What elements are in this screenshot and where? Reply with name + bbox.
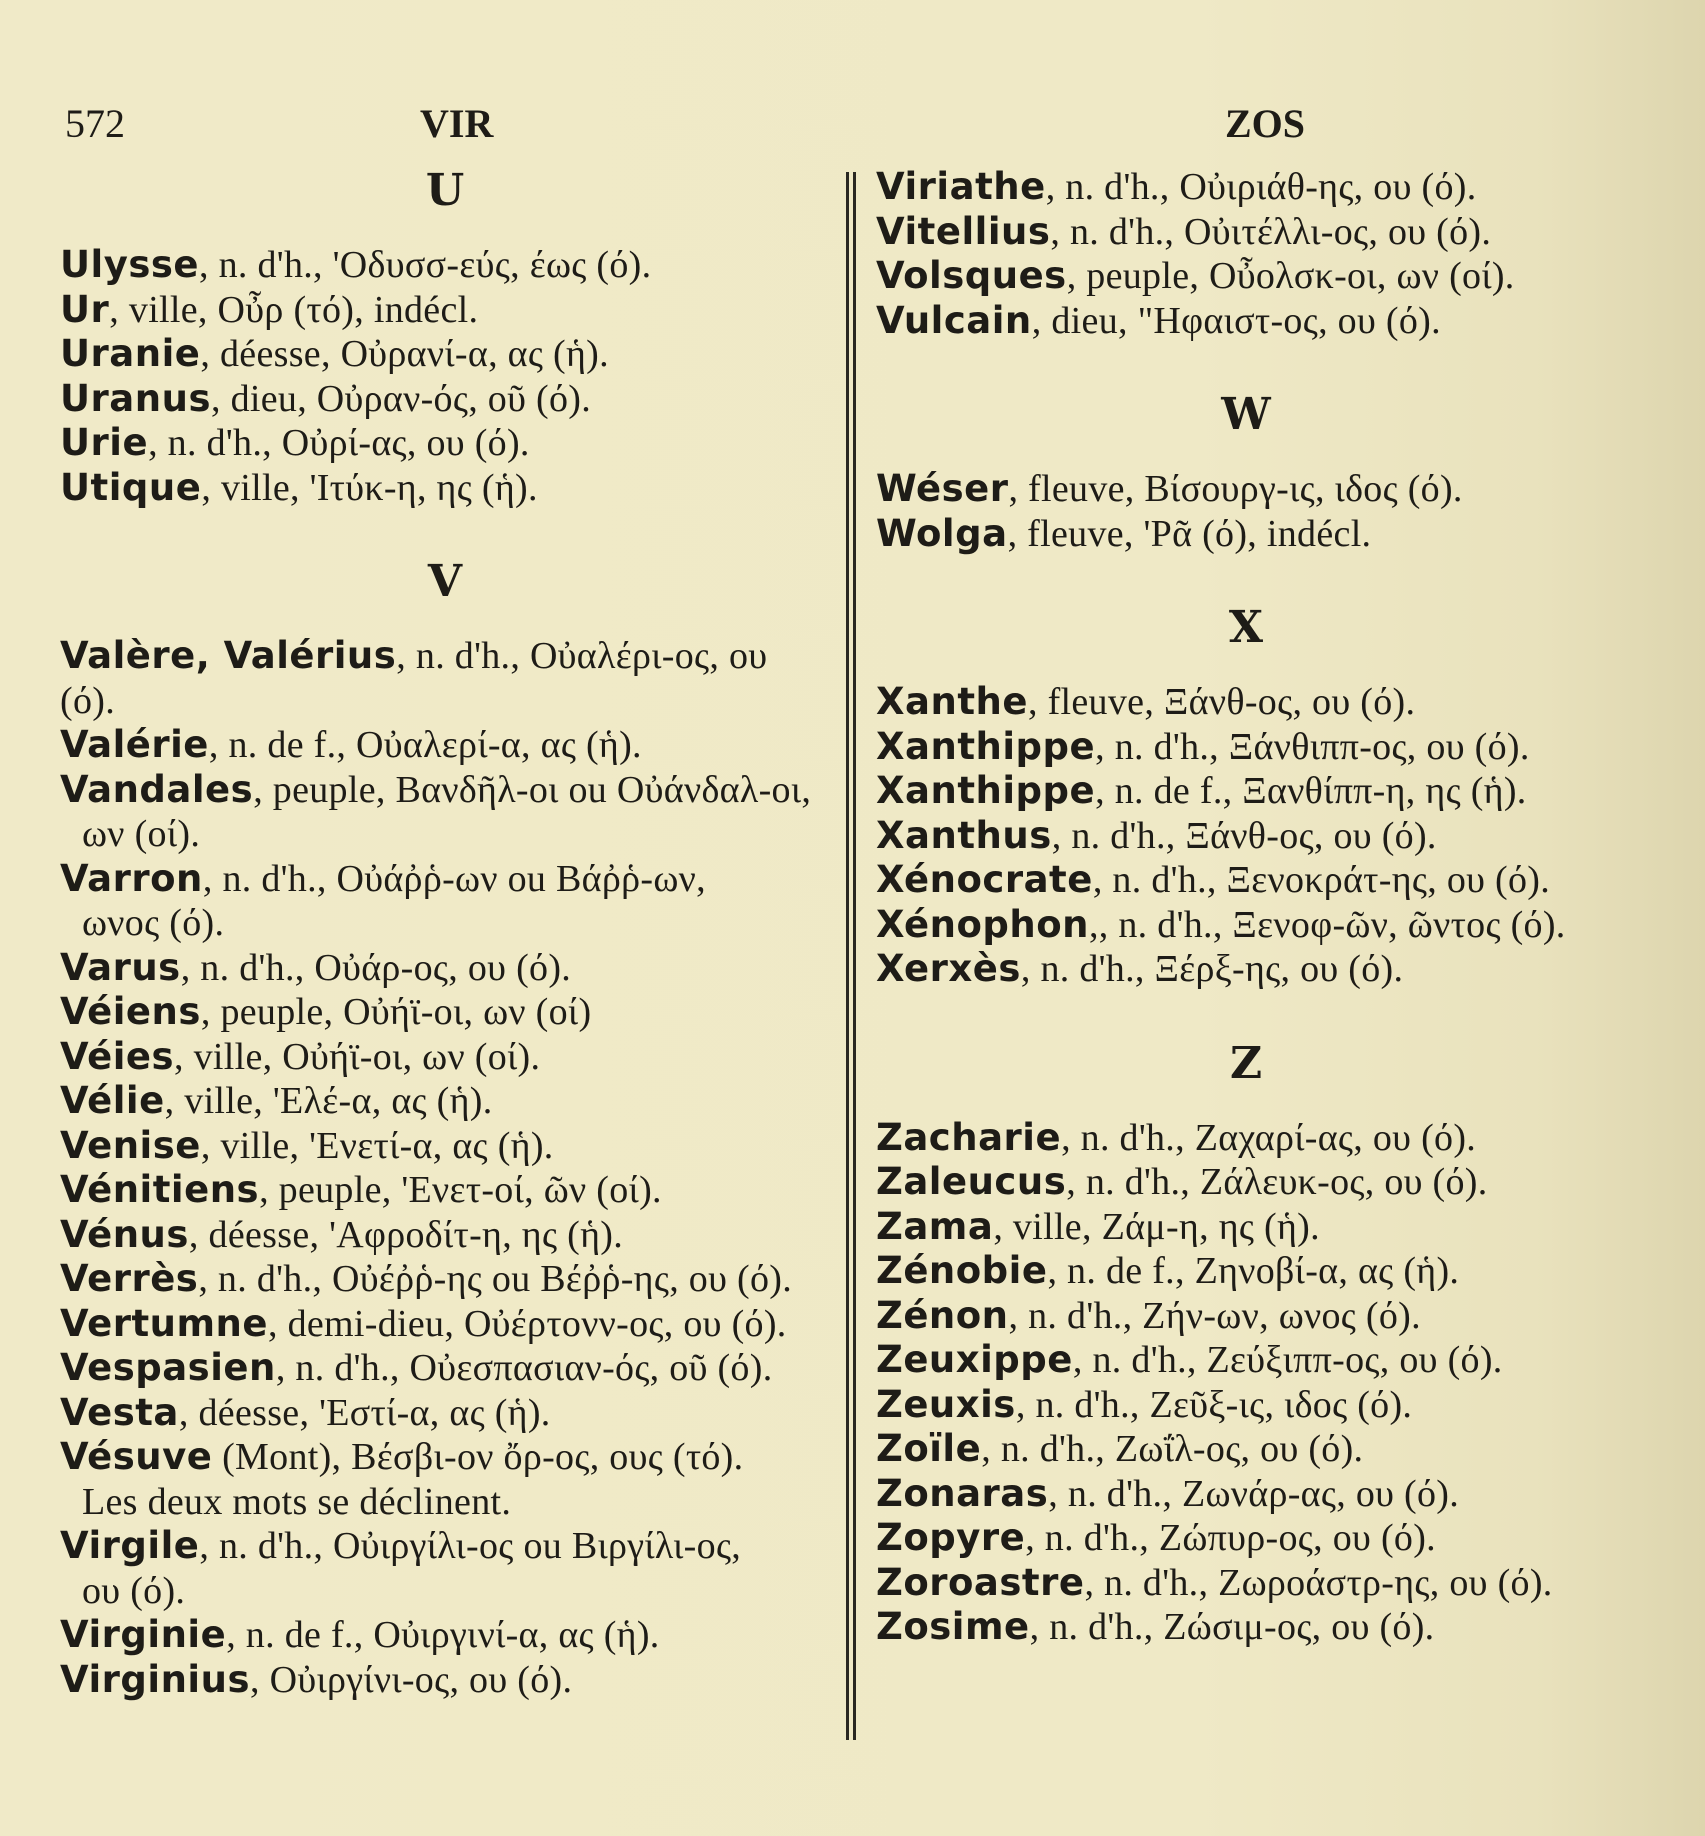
entry-headword: Vénitiens <box>60 1168 260 1211</box>
dictionary-entry <box>60 466 830 511</box>
dictionary-entry <box>876 210 1616 255</box>
entry-headword: Xénocrate <box>876 858 1093 901</box>
entry-definition: , peuple, Οὖολσκ-οι, ων (οί). <box>1066 255 1515 297</box>
entry-definition: , n. d'h., Ζώσιμ-ος, ου (ό). <box>1029 1606 1435 1648</box>
entry-headword: Véiens <box>60 990 201 1033</box>
entry-headword: Zoïle <box>876 1427 982 1470</box>
dictionary-entry <box>60 1079 830 1124</box>
entry-definition: , déesse, 'Εστί-α, ας (ἡ). <box>178 1391 551 1434</box>
dictionary-entry <box>876 254 1616 299</box>
entry-continuation: Les deux mots se déclinent. <box>82 1480 512 1523</box>
entry-headword: Xerxès <box>876 947 1021 990</box>
entry-definition: , ville, Ζάμ-η, ης (ἡ). <box>993 1205 1320 1248</box>
dictionary-entry <box>876 1294 1616 1339</box>
entry-headword: Uranie <box>60 332 201 375</box>
entry-headword: Ur <box>60 287 110 331</box>
entry-definition: , n. d'h., Οὐαλέρι-ος, ου (ό). <box>60 635 768 722</box>
dictionary-entry <box>60 1391 830 1436</box>
dictionary-entry <box>60 1613 830 1658</box>
entry-headword: Zeuxippe <box>876 1338 1073 1381</box>
entry-definition: , n. d'h., Ξέρξ-ης, ου (ό). <box>1020 948 1404 990</box>
dictionary-entry <box>60 1302 830 1347</box>
entry-definition: ,, n. d'h., Ξενοφ-ῶν, ῶντος (ό). <box>1088 903 1566 946</box>
entry-headword: Valère, Valérius <box>60 634 397 677</box>
entry-headword: Zénon <box>876 1293 1009 1337</box>
entry-headword: Vitellius <box>876 209 1051 253</box>
entry-definition: , ville, Οὐήϊ-οι, ων (οί). <box>174 1035 541 1078</box>
entry-definition: , ville, 'Ιτύκ-η, ης (ἡ). <box>201 466 538 509</box>
entry-definition: , n. d'h., Οὐέῤῥ-ης ou Βέῤῥ-ης, ου (ό). <box>198 1258 793 1300</box>
entry-continuation: ωνος (ό). <box>82 902 225 944</box>
left-column <box>60 165 830 1702</box>
dictionary-entry <box>60 634 830 723</box>
entry-headword: Zaleucus <box>876 1160 1067 1203</box>
entry-headword: Volsques <box>876 254 1067 297</box>
section-spacer <box>60 217 830 243</box>
entry-headword: Zosime <box>876 1605 1030 1648</box>
entry-headword: Véies <box>60 1034 175 1078</box>
entry-definition: , n. d'h., Ξάνθιππ-ος, ου (ό). <box>1095 725 1530 768</box>
section-spacer <box>60 608 830 634</box>
entry-headword: Venise <box>60 1123 201 1167</box>
entry-headword: Zeuxis <box>876 1382 1016 1426</box>
entry-headword: Vespasien <box>60 1346 276 1389</box>
dictionary-entry <box>60 243 830 288</box>
dictionary-entry <box>876 1605 1616 1650</box>
entry-headword: Xanthippe <box>876 769 1096 812</box>
section-letter: Z <box>1229 1037 1263 1089</box>
running-head-left: VIR <box>420 101 494 146</box>
entry-definition: , fleuve, Βίσουργ-ις, ιδος (ό). <box>1008 468 1463 510</box>
entry-definition: , n. d'h., 'Οδυσσ-εύς, έως (ό). <box>199 244 652 286</box>
section-spacer <box>876 654 1616 680</box>
entry-headword: Vesta <box>60 1390 179 1434</box>
entry-headword: Vandales <box>60 767 254 811</box>
dictionary-entry <box>60 1524 830 1613</box>
entry-headword: Zonaras <box>876 1471 1049 1515</box>
right-column <box>876 165 1616 1650</box>
entry-headword: Virginie <box>60 1613 227 1656</box>
entry-headword: Wolga <box>876 511 1008 555</box>
entry-definition: , déesse, 'Αφροδίτ-η, ης (ἡ). <box>188 1213 624 1256</box>
section-spacer <box>876 992 1616 1038</box>
dictionary-entry <box>876 725 1616 770</box>
entry-headword: Ulysse <box>60 243 199 286</box>
entry-headword: Varus <box>60 945 181 989</box>
entry-definition: , n. d'h., Ζεῦξ-ις, ιδος (ό). <box>1015 1383 1413 1426</box>
dictionary-entry <box>876 1383 1616 1428</box>
entry-definition: , n. d'h., Ξάνθ-ος, ου (ό). <box>1051 814 1437 857</box>
dictionary-entry <box>60 1658 830 1703</box>
entry-definition: , n. d'h., Ζωνάρ-ας, ου (ό). <box>1048 1472 1460 1515</box>
entry-headword: Urie <box>60 421 149 464</box>
dictionary-entry <box>876 1249 1616 1294</box>
dictionary-entry <box>60 946 830 991</box>
entry-definition: , n. d'h., Οὐιτέλλι-ος, ου (ό). <box>1050 210 1492 253</box>
dictionary-entry <box>60 1035 830 1080</box>
dictionary-entry <box>876 903 1616 948</box>
section-letter: X <box>1228 602 1264 653</box>
entry-definition: , fleuve, 'Ρᾶ (ό), indécl. <box>1007 512 1372 555</box>
dictionary-entry <box>876 1427 1616 1472</box>
entry-definition: , n. de f., Οὐαλερί-α, ας (ἡ). <box>208 724 642 766</box>
entry-definition: (Mont), Βέσβι-ον ὄρ-ος, ους (τό). <box>212 1436 744 1478</box>
entry-definition: , ville, 'Ελέ-α, ας (ἡ). <box>164 1080 493 1122</box>
entry-definition: , n. d'h., Οὐάρ-ος, ου (ό). <box>180 946 572 989</box>
dictionary-entry <box>876 769 1616 814</box>
column-divider-line <box>846 172 849 1740</box>
dictionary-entry <box>876 814 1616 859</box>
dictionary-entry <box>876 512 1616 557</box>
entry-definition: , n. de f., Ζηνοβί-α, ας (ἡ). <box>1047 1250 1460 1292</box>
entry-headword: Xanthe <box>876 680 1028 723</box>
entry-definition: , n. d'h., Ζεύξιππ-ος, ου (ό). <box>1072 1339 1503 1381</box>
entry-definition: , n. d'h., Οὐάῤῥ-ων ou Βάῤῥ-ων, <box>202 857 706 900</box>
dictionary-entry <box>60 1346 830 1391</box>
dictionary-entry <box>876 299 1616 344</box>
section-letter: U <box>425 165 465 216</box>
entry-headword: Viriathe <box>876 165 1046 208</box>
dictionary-entry <box>60 723 830 768</box>
entry-headword: Zoroastre <box>876 1560 1085 1604</box>
entry-headword: Vélie <box>60 1079 165 1122</box>
entry-definition: , n. d'h., Ζαχαρί-ας, ου (ό). <box>1061 1116 1477 1159</box>
page-number: 572 <box>65 101 125 146</box>
dictionary-entry <box>60 1124 830 1169</box>
entry-headword: Zama <box>876 1204 994 1248</box>
dictionary-entry <box>60 1257 830 1302</box>
section-spacer <box>60 510 830 556</box>
entry-headword: Xénophon <box>876 902 1089 946</box>
dictionary-entry <box>876 1472 1616 1517</box>
entry-headword: Zacharie <box>876 1115 1062 1159</box>
entry-continuation: ων (οί). <box>82 813 201 855</box>
running-head-right: ZOS <box>1225 101 1306 146</box>
entry-headword: Vertumne <box>60 1301 268 1345</box>
entry-definition: , n. d'h., Ζώπυρ-ος, ου (ό). <box>1025 1517 1436 1559</box>
entry-definition: , fleuve, Ξάνθ-ος, ου (ό). <box>1027 681 1416 723</box>
dictionary-entry <box>60 421 830 466</box>
dictionary-entry <box>60 332 830 377</box>
dictionary-entry <box>876 680 1616 725</box>
column-divider-line <box>853 172 856 1740</box>
entry-headword: Xanthus <box>876 813 1052 857</box>
dictionary-entry <box>876 947 1616 992</box>
entry-definition: , n. d'h., Οὐιριάθ-ης, ου (ό). <box>1045 166 1477 208</box>
dictionary-entry <box>876 1116 1616 1161</box>
entry-definition: , n. d'h., Ζωΐλ-ος, ου (ό). <box>981 1428 1364 1470</box>
entry-definition: , ville, 'Ενετί-α, ας (ἡ). <box>200 1124 554 1167</box>
entry-headword: Wéser <box>876 467 1009 510</box>
dictionary-entry <box>876 1561 1616 1606</box>
dictionary-entry <box>60 1168 830 1213</box>
entry-headword: Vésuve <box>60 1435 213 1478</box>
entry-definition: , n. de f., Οὐιργινί-α, ας (ἡ). <box>226 1614 660 1656</box>
entry-definition: , n. d'h., Ζωροάστρ-ης, ου (ό). <box>1084 1561 1553 1604</box>
section-letter: W <box>1221 389 1271 440</box>
dictionary-entry <box>60 288 830 333</box>
entry-headword: Vénus <box>60 1212 189 1256</box>
dictionary-entry <box>60 857 830 946</box>
entry-definition: , n. d'h., Ξενοκράτ-ης, ου (ό). <box>1092 859 1551 901</box>
entry-headword: Virgile <box>60 1524 200 1567</box>
dictionary-entry <box>60 1435 830 1524</box>
section-letter: V <box>427 556 463 607</box>
entry-headword: Valérie <box>60 723 209 766</box>
dictionary-entry <box>876 1516 1616 1561</box>
section-spacer <box>876 556 1616 602</box>
entry-definition: , demi-dieu, Οὐέρτονν-ος, ου (ό). <box>267 1302 787 1345</box>
section-spacer <box>876 441 1616 467</box>
entry-headword: Xanthippe <box>876 724 1096 768</box>
entry-continuation: ου (ό). <box>82 1569 186 1612</box>
section-spacer <box>876 343 1616 389</box>
dictionary-entry <box>60 990 830 1035</box>
entry-definition: , n. d'h., Οὐρί-ας, ου (ό). <box>148 422 530 464</box>
dictionary-entry <box>876 467 1616 512</box>
dictionary-entry <box>876 165 1616 210</box>
entry-definition: , peuple, Οὐήϊ-οι, ων (οί) <box>200 991 592 1033</box>
entry-headword: Utique <box>60 465 202 509</box>
dictionary-entry <box>60 768 830 857</box>
entry-definition: , n. d'h., Ζάλευκ-ος, ου (ό). <box>1066 1161 1488 1203</box>
dictionary-entry <box>876 1338 1616 1383</box>
dictionary-entry <box>60 377 830 422</box>
entry-definition: , n. d'h., Οὐιργίλι-ος ou Βιργίλι-ος, <box>199 1525 742 1567</box>
entry-headword: Zopyre <box>876 1516 1026 1559</box>
entry-definition: , dieu, "Ηφαιστ-ος, ου (ό). <box>1031 299 1441 342</box>
dictionary-entry <box>876 858 1616 903</box>
dictionary-entry <box>876 1160 1616 1205</box>
section-spacer <box>876 1090 1616 1116</box>
entry-definition: , déesse, Οὐρανί-α, ας (ἡ). <box>200 333 609 375</box>
entry-headword: Vulcain <box>876 298 1032 342</box>
entry-headword: Verrès <box>60 1257 199 1300</box>
entry-definition: , peuple, Βανδῆλ-οι ou Οὐάνδαλ-οι, <box>253 768 812 811</box>
entry-headword: Zénobie <box>876 1249 1048 1292</box>
dictionary-entry <box>876 1205 1616 1250</box>
entry-definition: , peuple, 'Ενετ-οί, ῶν (οί). <box>259 1169 662 1211</box>
entry-definition: , ville, Οὖρ (τό), indécl. <box>109 288 479 331</box>
entry-headword: Uranus <box>60 376 211 420</box>
entry-definition: , dieu, Οὐραν-ός, οῦ (ό). <box>210 377 592 420</box>
entry-definition: , n. d'h., Ζήν-ων, ωνος (ό). <box>1008 1294 1421 1337</box>
dictionary-entry <box>60 1213 830 1258</box>
entry-definition: , Οὐιργίνι-ος, ου (ό). <box>249 1658 573 1701</box>
entry-definition: , n. d'h., Οὐεσπασιαν-ός, οῦ (ό). <box>275 1347 773 1389</box>
entry-headword: Virginius <box>60 1657 250 1701</box>
entry-headword: Varron <box>60 856 203 900</box>
entry-definition: , n. de f., Ξανθίππ-η, ης (ἡ). <box>1095 770 1527 812</box>
